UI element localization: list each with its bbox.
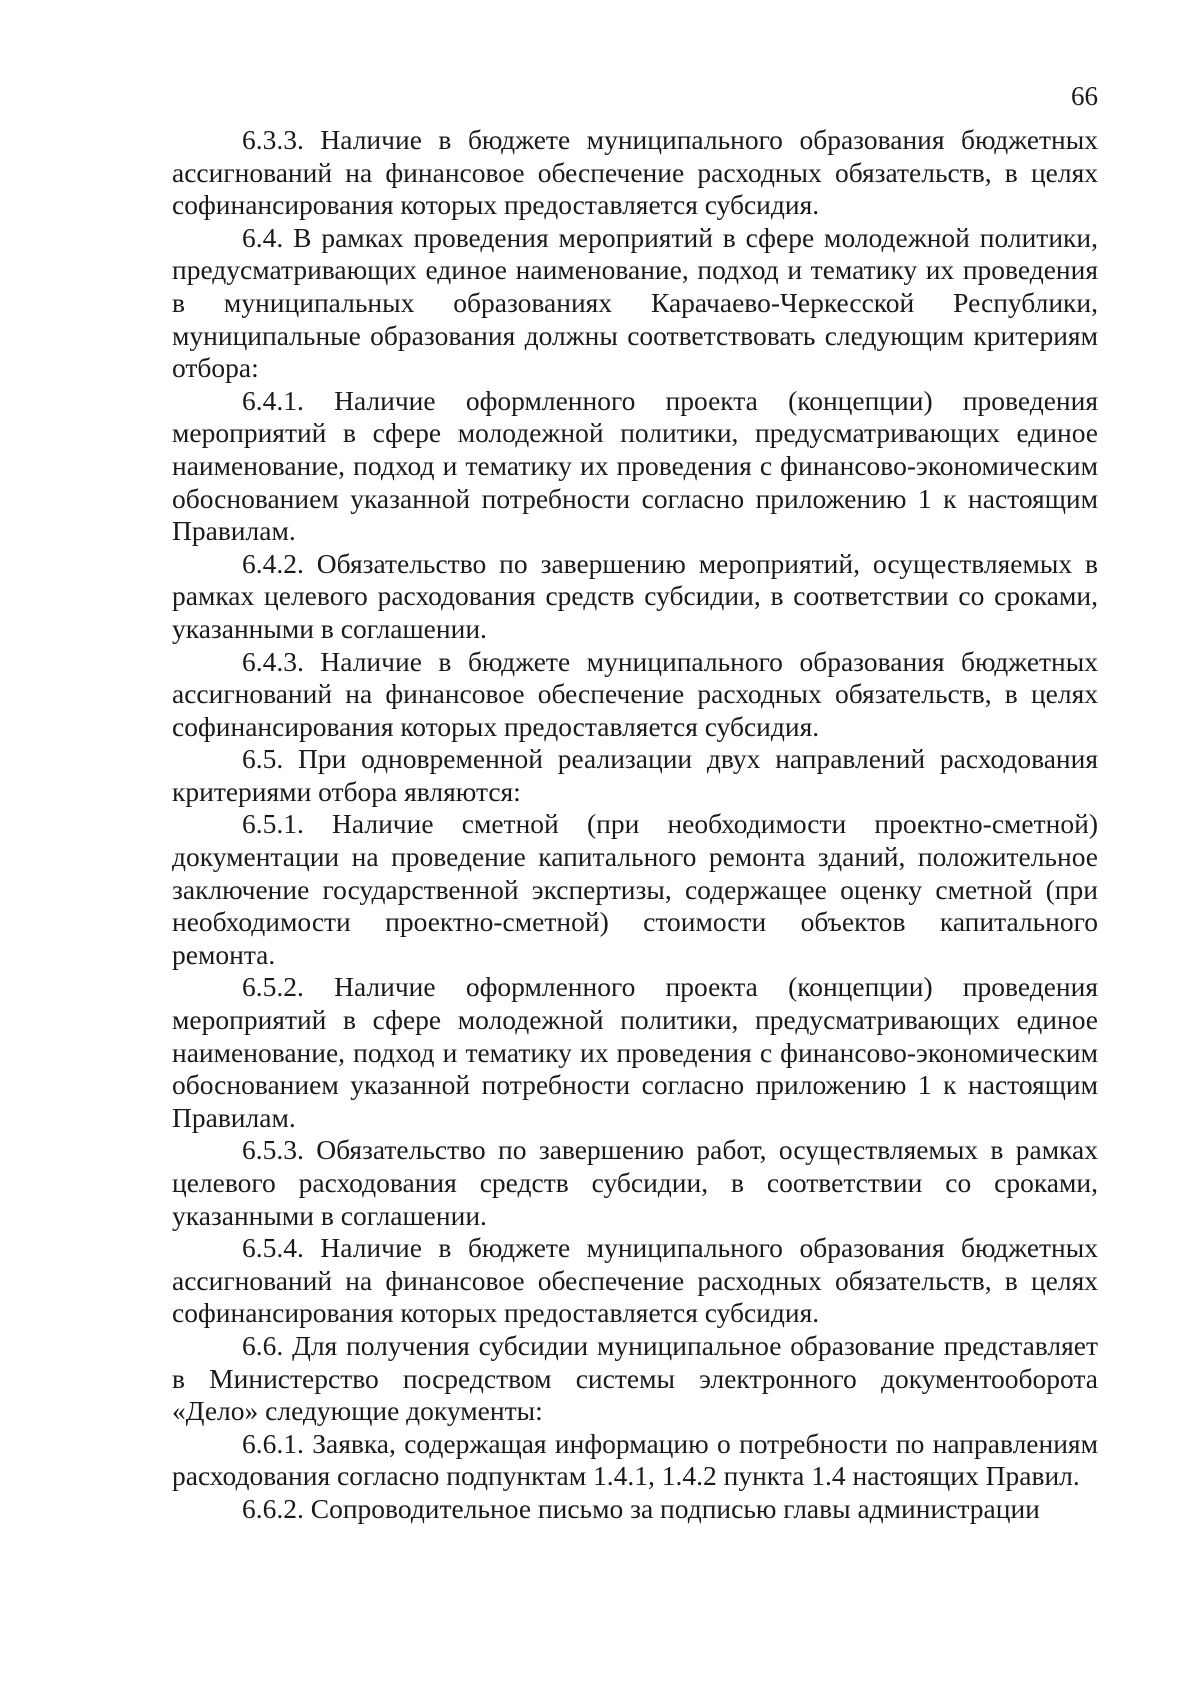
document-body — [172, 124, 1098, 1526]
paragraph-6-4-3: 6.4.3. Наличие в бюджете муниципального образования бюджетных ассигнований на финансовое обеспечение расходных обязательств, в целях софинансирования которых предоставляется субсидия. — [172, 645, 1098, 742]
paragraph-6-5-4: 6.5.4. Наличие в бюджете муниципального образования бюджетных ассигнований на финансовое обеспечение расходных обязательств, в целях софинансирования которых предоставляется субсидия. — [172, 1232, 1098, 1329]
paragraph-6-5-3: 6.5.3. Обязательство по завершению работ, осуществляемых в рамках целевого расходования средств субсидии, в соответствии со сроками, указанными в соглашении. — [172, 1134, 1098, 1231]
paragraph-6-6: 6.6. Для получения субсидии муниципальное образование представляет в Министерство посредством системы электронного документооборота «Дело» следующие документы: — [172, 1329, 1098, 1427]
paragraph-6-5-2: 6.5.2. Наличие оформленного проекта (концепции) проведения мероприятий в сфере молодежной политики, предусматривающих единое наименование, подход и тематику их проведения с финансово-экономическим обоснованием указанной потребности согласно приложению 1 к настоящим Правилам. — [172, 971, 1098, 1133]
paragraph-6-4-2: 6.4.2. Обязательство по завершению мероприятий, осуществляемых в рамках целевого расходования средств субсидии, в соответствии со сроками, указанными в соглашении. — [172, 547, 1098, 644]
paragraph-6-3-3: 6.3.3. Наличие в бюджете муниципального образования бюджетных ассигнований на финансовое обеспечение расходных обязательств, в целях софинансирования которых предоставляется субсидия. — [172, 124, 1098, 221]
paragraph-6-6-1: 6.6.1. Заявка, содержащая информацию о потребности по направлениям расходования согласно подпунктам 1.4.1, 1.4.2 пункта 1.4 настоящих Правил. — [172, 1427, 1098, 1492]
paragraph-6-5-1: 6.5.1. Наличие сметной (при необходимости проектно-сметной) документации на проведение капитального ремонта зданий, положительное заключение государственной экспертизы, содержащее оценку сметной (при необходимости проектно-сметной) стоимости объектов капитального ремонта. — [172, 808, 1098, 970]
paragraph-6-6-2: 6.6.2. Сопроводительное письмо за подписью главы администрации — [242, 1492, 1040, 1524]
page-number: 66 — [1071, 81, 1098, 111]
paragraph-6-5: 6.5. При одновременной реализации двух направлений расходования критериями отбора являются: — [172, 743, 1098, 807]
paragraph-6-4-1: 6.4.1. Наличие оформленного проекта (концепции) проведения мероприятий в сфере молодежной политики, предусматривающих единое наименование, подход и тематику их проведения с финансово-экономическим обоснованием указанной потребности согласно приложению 1 к настоящим Правилам. — [172, 384, 1098, 547]
paragraph-6-4: 6.4. В рамках проведения мероприятий в сфере молодежной политики, предусматривающих единое наименование, подход и тематику их проведения в муниципальных образованиях Карачаево-Черкесской Республики, муниципальные образования должны соответствовать следующим критериям отбора: — [172, 221, 1098, 384]
